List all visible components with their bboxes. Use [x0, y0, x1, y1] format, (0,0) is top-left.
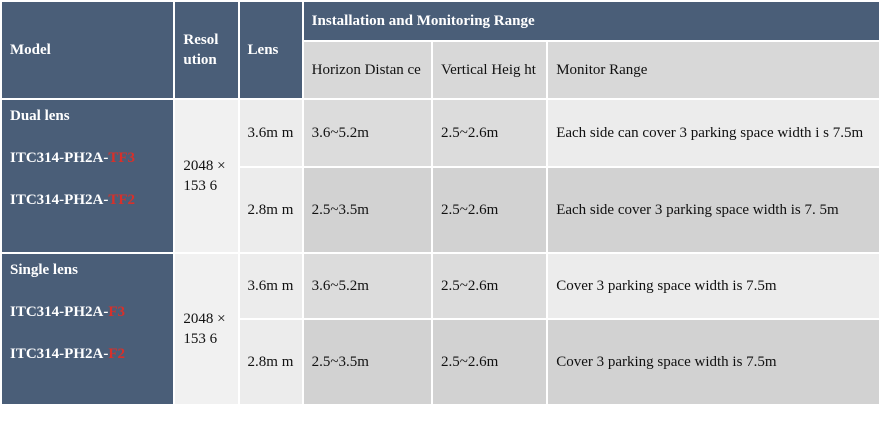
- model-suffix: TF2: [108, 192, 135, 208]
- model-suffix: F3: [108, 304, 125, 320]
- lens-cell: 2.8m m: [240, 168, 302, 252]
- model-suffix: TF3: [108, 150, 135, 166]
- horizon-cell: 2.5~3.5m: [304, 320, 431, 404]
- horizon-cell: 2.5~3.5m: [304, 168, 431, 252]
- lens-cell: 3.6m m: [240, 254, 302, 318]
- model-name: ITC314-PH2A-F3: [10, 304, 125, 320]
- monitor-cell: Each side cover 3 parking space width is 7. 5m: [548, 168, 879, 252]
- group-title: Dual lens: [10, 108, 70, 124]
- header-vertical-height: Vertical Heig ht: [433, 42, 546, 98]
- monitor-cell: Each side can cover 3 parking space width i s 7.5m: [548, 100, 879, 166]
- header-horizon-distance: Horizon Distan ce: [304, 42, 431, 98]
- header-model: Model: [2, 2, 173, 98]
- lens-cell: 3.6m m: [240, 100, 302, 166]
- monitor-cell: Cover 3 parking space width is 7.5m: [548, 320, 879, 404]
- model-cell-dual: [2, 100, 173, 252]
- resolution-cell: 2048 ×153 6: [175, 100, 237, 252]
- group-title: Single lens: [10, 262, 78, 278]
- model-name: ITC314-PH2A-F2: [10, 346, 125, 362]
- header-resolution: Resol ution: [175, 2, 237, 98]
- horizon-cell: 3.6~5.2m: [304, 254, 431, 318]
- horizon-cell: 3.6~5.2m: [304, 100, 431, 166]
- vertical-cell: 2.5~2.6m: [433, 320, 546, 404]
- header-install-range: Installation and Monitoring Range: [304, 2, 879, 40]
- model-name: ITC314-PH2A-TF2: [10, 192, 135, 208]
- lens-cell: 2.8m m: [240, 320, 302, 404]
- vertical-cell: 2.5~2.6m: [433, 100, 546, 166]
- model-cell-single: [2, 254, 173, 404]
- monitor-cell: Cover 3 parking space width is 7.5m: [548, 254, 879, 318]
- header-lens: Lens: [240, 2, 302, 98]
- vertical-cell: 2.5~2.6m: [433, 254, 546, 318]
- model-suffix: F2: [108, 346, 125, 362]
- resolution-cell: 2048 ×153 6: [175, 254, 237, 404]
- model-name: ITC314-PH2A-TF3: [10, 150, 135, 166]
- vertical-cell: 2.5~2.6m: [433, 168, 546, 252]
- header-monitor-range: Monitor Range: [548, 42, 879, 98]
